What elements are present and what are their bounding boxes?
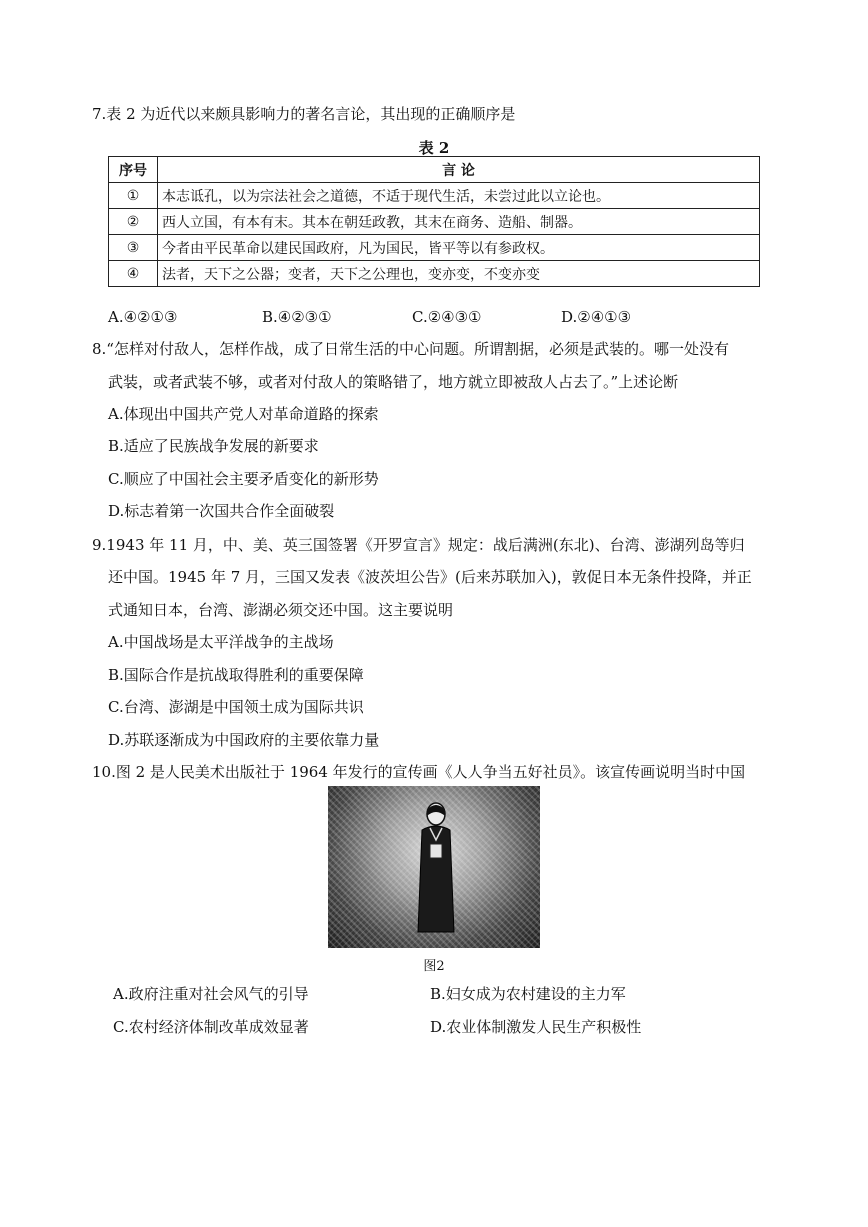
q7-option-b: B.④②③① (262, 308, 332, 326)
q7-option-d: D.②④①③ (561, 308, 632, 326)
q8-option-d: D.标志着第一次国共合作全面破裂 (108, 502, 335, 520)
q9-option-b: B.国际合作是抗战取得胜利的重要保障 (108, 666, 364, 684)
propaganda-poster-image (328, 786, 540, 948)
row-number: ④ (109, 261, 158, 287)
q9-option-a: A.中国战场是太平洋战争的主战场 (108, 633, 334, 651)
table-row (109, 209, 760, 235)
q9-stem-line1: 9.1943 年 11 月，中、美、英三国签署《开罗宣言》规定：战后满洲(东北)、台湾、澎湖列岛等归 (92, 536, 745, 554)
table-caption: 表 2 (418, 139, 450, 157)
q10-option-b: B.妇女成为农村建设的主力军 (430, 985, 626, 1003)
q10-option-c: C.农村经济体制改革成效显著 (113, 1018, 309, 1036)
table-row (109, 261, 760, 287)
q8-stem-line1: 8.“怎样对付敌人，怎样作战，成了日常生活的中心问题。所谓割据，必须是武装的。哪一处没有 (92, 340, 729, 358)
header-speech: 言 论 (158, 157, 760, 183)
q9-stem-line3: 式通知日本，台湾、澎湖必须交还中国。这主要说明 (108, 601, 454, 619)
q7-stem: 7.表 2 为近代以来颇具影响力的著名言论，其出现的正确顺序是 (92, 105, 516, 123)
q7-option-c: C.②④③① (412, 308, 482, 326)
q9-option-d: D.苏联逐渐成为中国政府的主要依靠力量 (108, 731, 380, 749)
row-speech: 今者由平民革命以建民国政府，凡为国民，皆平等以有参政权。 (158, 235, 760, 261)
q10-option-d: D.农业体制激发人民生产积极性 (430, 1018, 642, 1036)
table-header-row (109, 157, 760, 183)
q9-option-c: C.台湾、澎湖是中国领土成为国际共识 (108, 698, 364, 716)
quotes-table (108, 156, 760, 287)
q9-stem-line2: 还中国。1945 年 7 月，三国又发表《波茨坦公告》(后来苏联加入)，敦促日本无条件投降，并正 (108, 568, 752, 586)
figure-caption: 图2 (423, 959, 445, 974)
row-number: ① (109, 183, 158, 209)
row-number: ③ (109, 235, 158, 261)
q8-option-c: C.顺应了中国社会主要矛盾变化的新形势 (108, 470, 379, 488)
q8-option-a: A.体现出中国共产党人对革命道路的探索 (108, 405, 379, 423)
q10-option-a: A.政府注重对社会风气的引导 (113, 985, 309, 1003)
q7-option-a: A.④②①③ (108, 308, 178, 326)
q8-stem-line2: 武装，或者武装不够，或者对付敌人的策略错了，地方就立即被敌人占去了。”上述论断 (108, 373, 679, 391)
poster-figure-illustration (416, 800, 456, 936)
q10-stem: 10.图 2 是人民美术出版社于 1964 年发行的宣传画《人人争当五好社员》。该宣传画说明当时中国 (92, 763, 746, 781)
header-number: 序号 (109, 157, 158, 183)
table-row (109, 183, 760, 209)
row-speech: 法者，天下之公器；变者，天下之公理也，变亦变，不变亦变 (158, 261, 760, 287)
table-row (109, 235, 760, 261)
row-speech: 西人立国，有本有末。其本在朝廷政教，其末在商务、造船、制器。 (158, 209, 760, 235)
q8-option-b: B.适应了民族战争发展的新要求 (108, 437, 319, 455)
row-speech: 本志诋孔，以为宗法社会之道德，不适于现代生活，未尝过此以立论也。 (158, 183, 760, 209)
row-number: ② (109, 209, 158, 235)
